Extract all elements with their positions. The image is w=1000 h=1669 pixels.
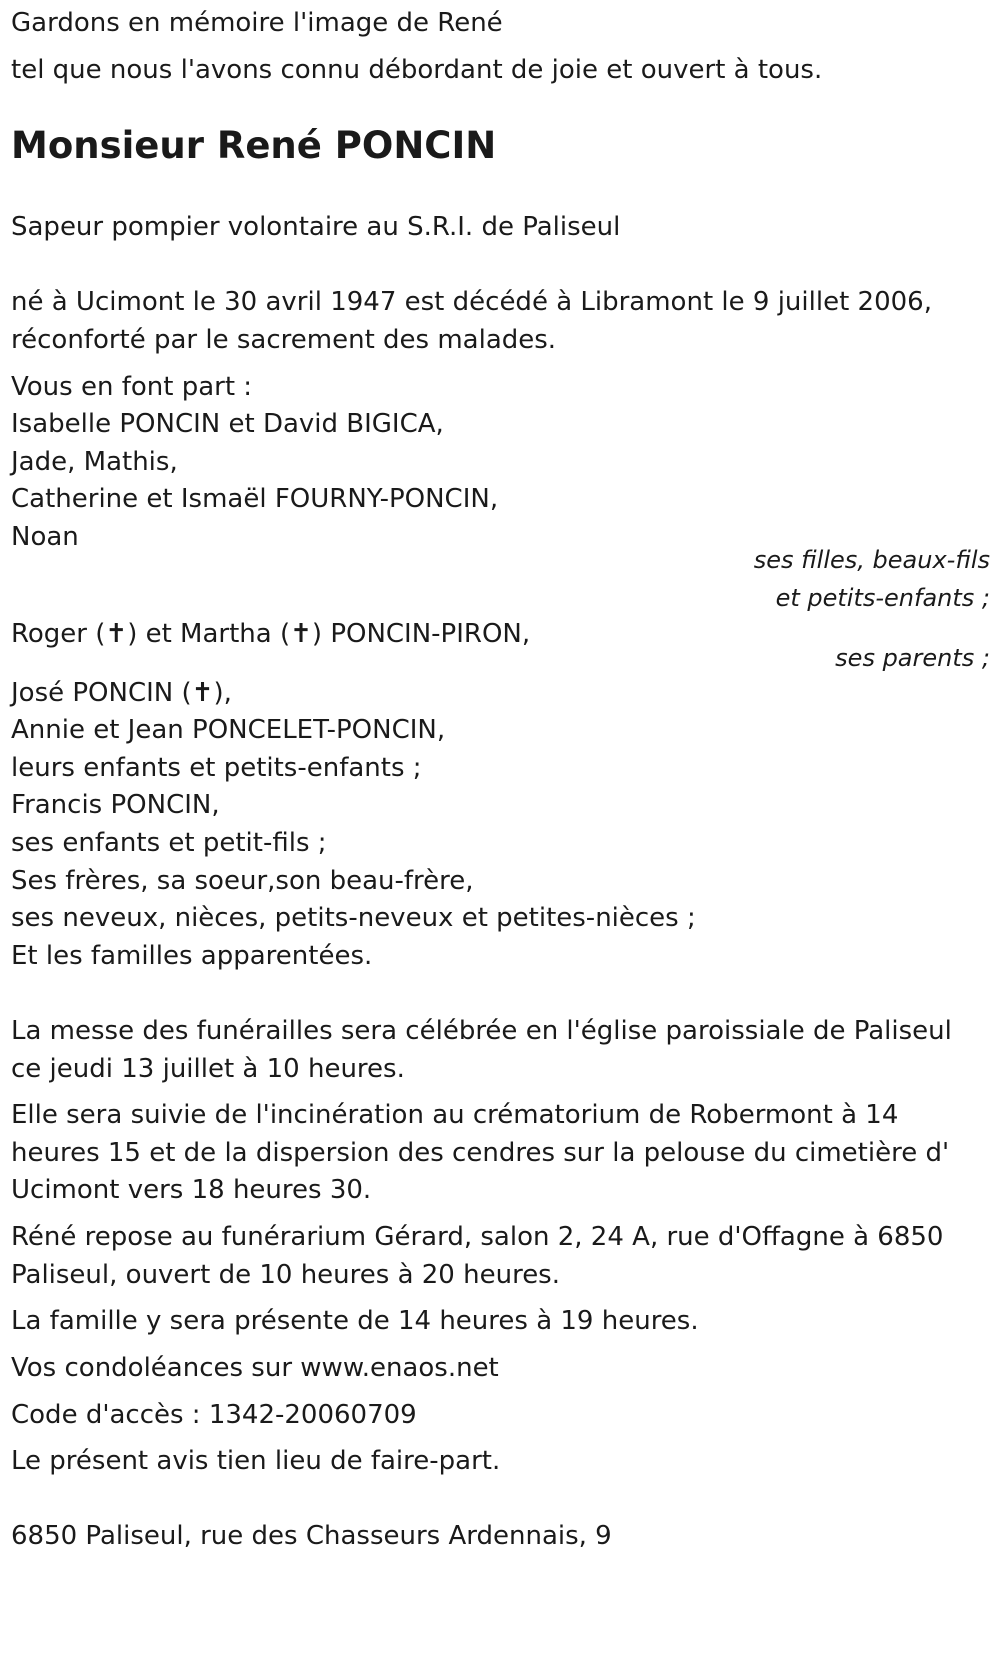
funeral-line-1: La messe des funérailles sera célébrée en l'église paroissiale de Paliseul bbox=[11, 1016, 952, 1046]
intro-line-1: Gardons en mémoire l'image de René bbox=[11, 8, 503, 38]
parents: Roger (✝) et Martha (✝) PONCIN-PIRON, bbox=[11, 619, 531, 649]
family-line-7: ses neveux, nièces, petits-neveux et petites-nièces ; bbox=[11, 903, 696, 933]
daughter-line-3: Catherine et Ismaël FOURNY-PONCIN, bbox=[11, 484, 499, 514]
announce: Vous en font part : bbox=[11, 372, 253, 402]
daughters-role-line-2: et petits-enfants ; bbox=[775, 584, 990, 612]
daughters-role-line-1: ses filles, beaux-fils bbox=[753, 546, 990, 574]
family-line-4: Francis PONCIN, bbox=[11, 790, 220, 820]
family-line-2: Annie et Jean PONCELET-PONCIN, bbox=[11, 715, 446, 745]
parents-role: ses parents ; bbox=[835, 644, 990, 672]
funeral-line-2: ce jeudi 13 juillet à 10 heures. bbox=[11, 1054, 405, 1084]
birth-death-line-2: réconforté par le sacrement des malades. bbox=[11, 325, 557, 355]
condolences: Vos condoléances sur www.enaos.net bbox=[11, 1353, 499, 1383]
family-line-6: Ses frères, sa soeur,son beau-frère, bbox=[11, 866, 474, 896]
family-line-3: leurs enfants et petits-enfants ; bbox=[11, 753, 422, 783]
presence: La famille y sera présente de 14 heures à 19 heures. bbox=[11, 1306, 699, 1336]
family-line-5: ses enfants et petit-fils ; bbox=[11, 828, 327, 858]
family-line-8: Et les familles apparentées. bbox=[11, 941, 373, 971]
cremation-line-3: Ucimont vers 18 heures 30. bbox=[11, 1175, 372, 1205]
notice: Le présent avis tien lieu de faire-part. bbox=[11, 1446, 501, 1476]
rest-line-2: Paliseul, ouvert de 10 heures à 20 heures. bbox=[11, 1260, 560, 1290]
page-title: Monsieur René PONCIN bbox=[11, 124, 497, 167]
birth-death-line-1: né à Ucimont le 30 avril 1947 est décédé à Libramont le 9 juillet 2006, bbox=[11, 287, 932, 317]
daughter-line-2: Jade, Mathis, bbox=[11, 447, 178, 477]
intro-line-2: tel que nous l'avons connu débordant de joie et ouvert à tous. bbox=[11, 55, 823, 85]
access-code: Code d'accès : 1342-20060709 bbox=[11, 1400, 417, 1430]
cremation-line-1: Elle sera suivie de l'incinération au crématorium de Robermont à 14 bbox=[11, 1100, 899, 1130]
address: 6850 Paliseul, rue des Chasseurs Ardennais, 9 bbox=[11, 1521, 612, 1551]
rest-line-1: Réné repose au funérarium Gérard, salon 2, 24 A, rue d'Offagne à 6850 bbox=[11, 1222, 944, 1252]
subtitle: Sapeur pompier volontaire au S.R.I. de Paliseul bbox=[11, 212, 621, 242]
cremation-line-2: heures 15 et de la dispersion des cendres sur la pelouse du cimetière d' bbox=[11, 1138, 950, 1168]
daughter-line-1: Isabelle PONCIN et David BIGICA, bbox=[11, 409, 444, 439]
family-line-1: José PONCIN (✝), bbox=[11, 678, 232, 708]
daughter-line-4: Noan bbox=[11, 522, 79, 552]
